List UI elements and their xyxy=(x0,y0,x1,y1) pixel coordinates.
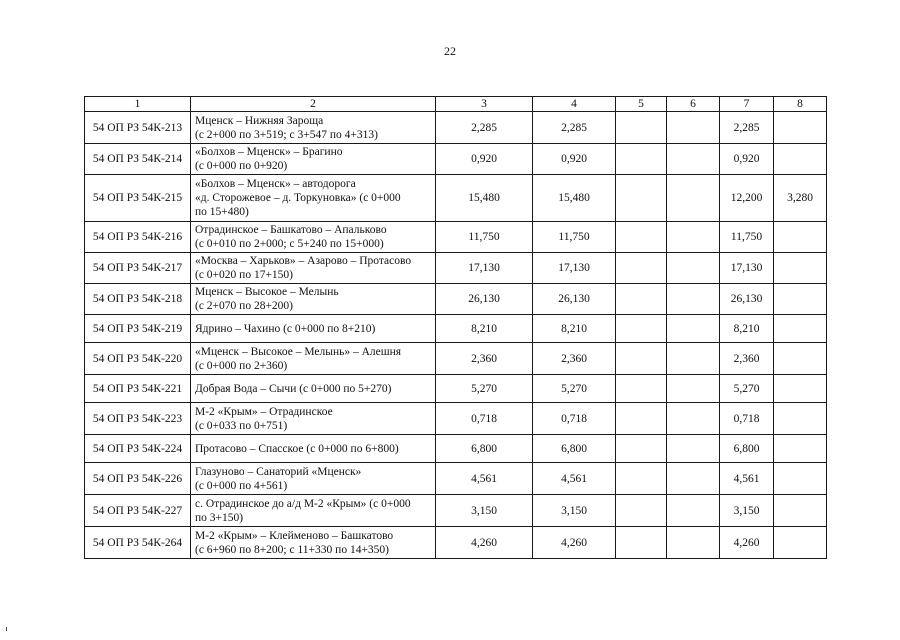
road-code-cell: 54 ОП РЗ 54К-220 xyxy=(85,343,191,375)
col-6-cell xyxy=(667,253,720,284)
col-3-cell: 8,210 xyxy=(436,315,533,343)
col-6-cell xyxy=(667,463,720,495)
col-6-cell xyxy=(667,343,720,375)
table-row xyxy=(85,112,827,144)
table-row xyxy=(85,144,827,175)
roads-table xyxy=(84,96,827,559)
road-name-cell: М-2 «Крым» – Клейменово – Башкатово (с 6+960 по 8+200; с 11+330 по 14+350) xyxy=(191,527,436,559)
col-4-cell: 6,800 xyxy=(533,435,616,463)
road-code-cell: 54 ОП РЗ 54К-214 xyxy=(85,144,191,175)
col-6-cell xyxy=(667,403,720,435)
col-8-cell xyxy=(774,253,827,284)
road-code-cell: 54 ОП РЗ 54К-216 xyxy=(85,222,191,253)
col-5-cell xyxy=(616,403,667,435)
col-3-cell: 4,561 xyxy=(436,463,533,495)
col-6-cell xyxy=(667,144,720,175)
col-3-cell: 3,150 xyxy=(436,495,533,527)
col-3-cell: 15,480 xyxy=(436,175,533,222)
col-6-cell xyxy=(667,112,720,144)
col-7-cell: 12,200 xyxy=(720,175,774,222)
col-7-cell: 5,270 xyxy=(720,375,774,403)
col-3-cell: 6,800 xyxy=(436,435,533,463)
road-code-cell: 54 ОП РЗ 54К-227 xyxy=(85,495,191,527)
col-5-cell xyxy=(616,375,667,403)
road-name-cell: Ядрино – Чахино (с 0+000 по 8+210) xyxy=(191,315,436,343)
col-4-cell: 4,561 xyxy=(533,463,616,495)
col-8-cell xyxy=(774,403,827,435)
col-6-cell xyxy=(667,495,720,527)
road-code-cell: 54 ОП РЗ 54К-217 xyxy=(85,253,191,284)
col-8-cell xyxy=(774,284,827,315)
table-row xyxy=(85,175,827,222)
col-6-cell xyxy=(667,175,720,222)
col-3-cell: 11,750 xyxy=(436,222,533,253)
col-5-cell xyxy=(616,315,667,343)
road-code-cell: 54 ОП РЗ 54К-219 xyxy=(85,315,191,343)
road-name-cell: Мценск – Высокое – Мелынь (с 2+070 по 28+200) xyxy=(191,284,436,315)
header-col-5: 5 xyxy=(616,97,667,112)
col-4-cell: 2,285 xyxy=(533,112,616,144)
col-5-cell xyxy=(616,435,667,463)
col-4-cell: 2,360 xyxy=(533,343,616,375)
col-5-cell xyxy=(616,144,667,175)
col-4-cell: 5,270 xyxy=(533,375,616,403)
road-code-cell: 54 ОП РЗ 54К-223 xyxy=(85,403,191,435)
header-col-8: 8 xyxy=(774,97,827,112)
road-code-cell: 54 ОП РЗ 54К-224 xyxy=(85,435,191,463)
table-row xyxy=(85,315,827,343)
col-4-cell: 3,150 xyxy=(533,495,616,527)
col-8-cell xyxy=(774,112,827,144)
col-7-cell: 17,130 xyxy=(720,253,774,284)
col-5-cell xyxy=(616,463,667,495)
col-8-cell xyxy=(774,463,827,495)
road-code-cell: 54 ОП РЗ 54К-218 xyxy=(85,284,191,315)
col-7-cell: 6,800 xyxy=(720,435,774,463)
col-5-cell xyxy=(616,222,667,253)
table-row xyxy=(85,403,827,435)
col-8-cell: 3,280 xyxy=(774,175,827,222)
road-name-cell: Отрадинское – Башкатово – Апальково (с 0+010 по 2+000; с 5+240 по 15+000) xyxy=(191,222,436,253)
col-3-cell: 2,360 xyxy=(436,343,533,375)
col-7-cell: 2,360 xyxy=(720,343,774,375)
col-8-cell xyxy=(774,222,827,253)
col-7-cell: 3,150 xyxy=(720,495,774,527)
col-7-cell: 11,750 xyxy=(720,222,774,253)
col-3-cell: 2,285 xyxy=(436,112,533,144)
header-col-1: 1 xyxy=(85,97,191,112)
col-3-cell: 17,130 xyxy=(436,253,533,284)
col-3-cell: 5,270 xyxy=(436,375,533,403)
col-4-cell: 17,130 xyxy=(533,253,616,284)
col-5-cell xyxy=(616,175,667,222)
table-row xyxy=(85,463,827,495)
col-5-cell xyxy=(616,112,667,144)
col-4-cell: 8,210 xyxy=(533,315,616,343)
road-name-cell: Протасово – Спасское (с 0+000 по 6+800) xyxy=(191,435,436,463)
col-3-cell: 26,130 xyxy=(436,284,533,315)
col-6-cell xyxy=(667,315,720,343)
col-8-cell xyxy=(774,343,827,375)
col-7-cell: 4,561 xyxy=(720,463,774,495)
road-code-cell: 54 ОП РЗ 54К-213 xyxy=(85,112,191,144)
col-7-cell: 4,260 xyxy=(720,527,774,559)
col-6-cell xyxy=(667,527,720,559)
col-8-cell xyxy=(774,144,827,175)
table-body xyxy=(85,112,827,559)
col-4-cell: 26,130 xyxy=(533,284,616,315)
col-7-cell: 2,285 xyxy=(720,112,774,144)
page-number: 22 xyxy=(444,44,456,58)
col-7-cell: 26,130 xyxy=(720,284,774,315)
col-3-cell: 0,718 xyxy=(436,403,533,435)
table-row xyxy=(85,527,827,559)
road-code-cell: 54 ОП РЗ 54К-221 xyxy=(85,375,191,403)
col-6-cell xyxy=(667,435,720,463)
col-6-cell xyxy=(667,222,720,253)
col-4-cell: 0,920 xyxy=(533,144,616,175)
col-7-cell: 0,718 xyxy=(720,403,774,435)
road-code-cell: 54 ОП РЗ 54К-226 xyxy=(85,463,191,495)
col-3-cell: 4,260 xyxy=(436,527,533,559)
col-8-cell xyxy=(774,527,827,559)
col-7-cell: 8,210 xyxy=(720,315,774,343)
road-name-cell: «Болхов – Мценск» – автодорога «д. Сторожевое – д. Торкуновка» (с 0+000 по 15+480) xyxy=(191,175,436,222)
table-row xyxy=(85,495,827,527)
header-col-2: 2 xyxy=(191,97,436,112)
road-name-cell: Глазуново – Санаторий «Мценск» (с 0+000 по 4+561) xyxy=(191,463,436,495)
col-4-cell: 15,480 xyxy=(533,175,616,222)
col-3-cell: 0,920 xyxy=(436,144,533,175)
table-row xyxy=(85,253,827,284)
header-col-7: 7 xyxy=(720,97,774,112)
table-row xyxy=(85,343,827,375)
header-col-6: 6 xyxy=(667,97,720,112)
col-5-cell xyxy=(616,343,667,375)
col-4-cell: 0,718 xyxy=(533,403,616,435)
table-row xyxy=(85,284,827,315)
col-5-cell xyxy=(616,495,667,527)
col-6-cell xyxy=(667,284,720,315)
col-4-cell: 11,750 xyxy=(533,222,616,253)
table-row xyxy=(85,435,827,463)
road-name-cell: М-2 «Крым» – Отрадинское (с 0+033 по 0+751) xyxy=(191,403,436,435)
road-name-cell: Мценск – Нижняя Зароща (с 2+000 по 3+519; с 3+547 по 4+313) xyxy=(191,112,436,144)
road-name-cell: «Мценск – Высокое – Мелынь» – Алешня (с 0+000 по 2+360) xyxy=(191,343,436,375)
col-7-cell: 0,920 xyxy=(720,144,774,175)
col-8-cell xyxy=(774,375,827,403)
col-5-cell xyxy=(616,284,667,315)
header-col-3: 3 xyxy=(436,97,533,112)
road-name-cell: «Болхов – Мценск» – Брагино (с 0+000 по 0+920) xyxy=(191,144,436,175)
col-5-cell xyxy=(616,527,667,559)
col-8-cell xyxy=(774,495,827,527)
road-name-cell: «Москва – Харьков» – Азарово – Протасово (с 0+020 по 17+150) xyxy=(191,253,436,284)
roads-table-container xyxy=(84,96,826,559)
col-6-cell xyxy=(667,375,720,403)
table-header-row xyxy=(85,97,827,112)
col-8-cell xyxy=(774,315,827,343)
header-col-4: 4 xyxy=(533,97,616,112)
road-code-cell: 54 ОП РЗ 54К-215 xyxy=(85,175,191,222)
col-8-cell xyxy=(774,435,827,463)
table-row xyxy=(85,222,827,253)
col-5-cell xyxy=(616,253,667,284)
table-row xyxy=(85,375,827,403)
road-name-cell: Добрая Вода – Сычи (с 0+000 по 5+270) xyxy=(191,375,436,403)
col-4-cell: 4,260 xyxy=(533,527,616,559)
road-code-cell: 54 ОП РЗ 54К-264 xyxy=(85,527,191,559)
road-name-cell: с. Отрадинское до а/д М-2 «Крым» (с 0+000 по 3+150) xyxy=(191,495,436,527)
scan-mark xyxy=(6,627,7,631)
